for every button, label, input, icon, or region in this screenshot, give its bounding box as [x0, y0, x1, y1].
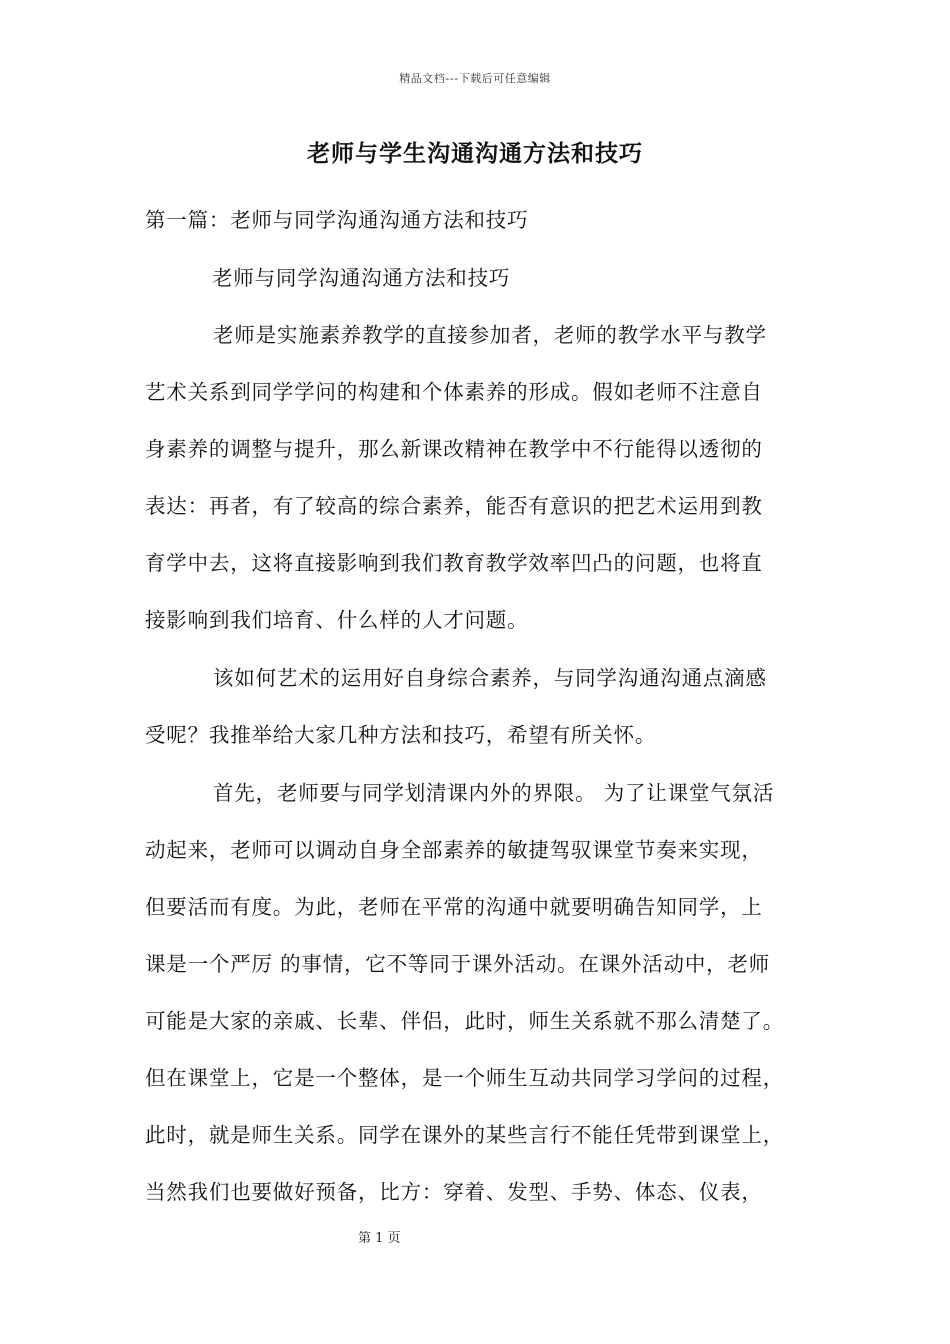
body-line: 此时，就是师生关系。同学在课外的某些言行不能任凭带到课堂上， — [145, 1123, 784, 1147]
section-heading: 第一篇：老师与同学沟通沟通方法和技巧 — [145, 208, 529, 232]
body-line: 老师是实施素养教学的直接参加者，老师的教学水平与教学 — [213, 323, 767, 347]
page-header: 精品文档---下载后可任意编辑 — [399, 72, 551, 85]
subheading: 老师与同学沟通沟通方法和技巧 — [212, 266, 511, 290]
body-line: 该如何艺术的运用好自身综合素养，与同学沟通沟通点滴感 — [213, 666, 767, 690]
body-line: 首先，老师要与同学划清课内外的界限。 为了让课堂气氛活 — [213, 781, 775, 805]
body-line: 可能是大家的亲戚、长辈、伴侣，此时，师生关系就不那么清楚了。 — [145, 1009, 784, 1033]
body-line: 艺术关系到同学学问的构建和个体素养的形成。假如老师不注意自 — [145, 380, 763, 404]
body-line: 课是一个严厉 的事情，它不等同于课外活动。在课外活动中，老师 — [145, 952, 771, 976]
body-line: 但在课堂上，它是一个整体，是一个师生互动共同学习学问的过程， — [145, 1066, 784, 1090]
body-line: 身素养的调整与提升，那么新课改精神在教学中不行能得以透彻的 — [145, 437, 763, 461]
body-line: 接影响到我们培育、什么样的人才问题。 — [145, 608, 529, 632]
body-line: 育学中去，这将直接影响到我们教育教学效率凹凸的问题，也将直 — [145, 551, 763, 575]
page-number: 第 1 页 — [358, 1231, 401, 1246]
body-line: 当然我们也要做好预备，比方：穿着、发型、手势、体态、仪表， — [145, 1180, 763, 1204]
body-line: 受呢？我推举给大家几种方法和技巧，希望有所关怀。 — [145, 723, 657, 747]
body-line: 但要活而有度。为此，老师在平常的沟通中就要明确告知同学，上 — [145, 895, 763, 919]
body-line: 表达：再者，有了较高的综合素养，能否有意识的把艺术运用到教 — [145, 494, 763, 518]
body-line: 动起来，老师可以调动自身全部素养的敏捷驾驭课堂节奏来实现， — [145, 838, 763, 862]
document-title: 老师与学生沟通沟通方法和技巧 — [307, 140, 643, 167]
